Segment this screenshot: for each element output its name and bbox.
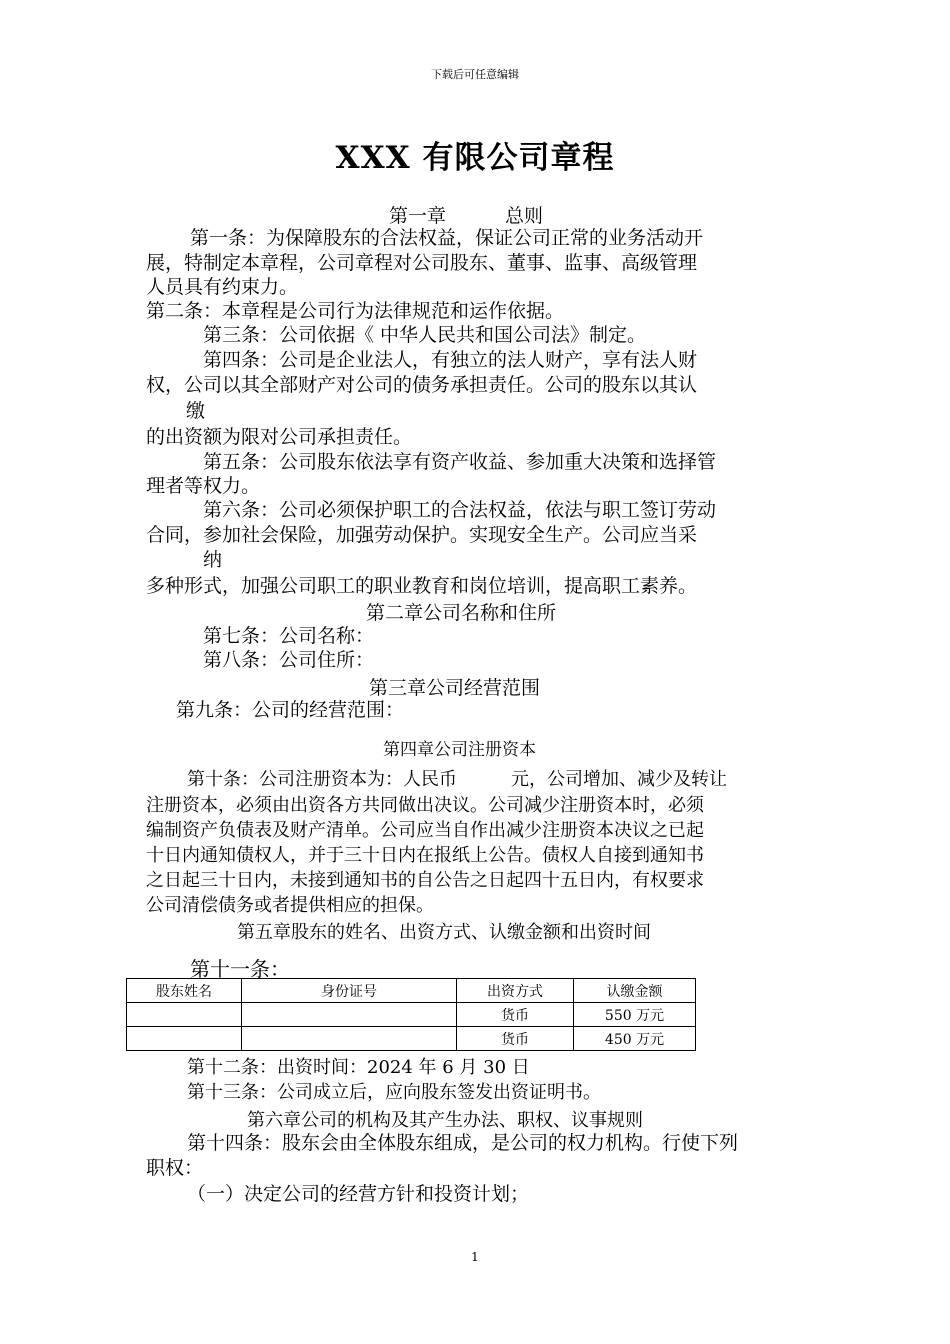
article-4-line-3: 缴 — [186, 400, 206, 422]
article-1-line-1: 第一条：为保障股东的合法权益，保证公司正常的业务活动开 — [190, 227, 704, 249]
article-14-line-1: 第十四条：股东会由全体股东组成，是公司的权力机构。行使下列 — [187, 1132, 739, 1154]
article-10-line-2: 注册资本，必须由出资各方共同做出决议。公司减少注册资本时，必须 — [146, 795, 704, 816]
chapter-4-heading: 第四章公司注册资本 — [383, 740, 536, 760]
shareholder-table — [126, 978, 696, 1051]
item-1: （一）决定公司的经营方针和投资计划； — [187, 1183, 530, 1205]
article-6-line-3: 纳 — [203, 549, 223, 571]
article-9: 第九条：公司的经营范围： — [176, 699, 405, 721]
article-3: 第三条：公司依据《 中华人民共和国公司法》制定。 — [203, 324, 647, 346]
article-1-line-3: 人员具有约束力。 — [146, 276, 299, 298]
table-row — [127, 1027, 696, 1051]
article-10-line-5: 之日起三十日内，未接到通知书的自公告之日起四十五日内，有权要求 — [146, 870, 704, 891]
article-1-line-2: 展，特制定本章程，公司章程对公司股东、董事、监事、高级管理 — [146, 252, 698, 274]
article-2: 第二条：本章程是公司行为法律规范和运作依据。 — [146, 300, 565, 322]
article-6-line-1: 第六条：公司必须保护职工的合法权益，依法与职工签订劳动 — [203, 499, 717, 521]
article-8: 第八条：公司住所： — [203, 649, 375, 671]
cell-amount: 550 万元 — [574, 1003, 696, 1027]
cell-id — [242, 1027, 457, 1051]
page-header-note: 下载后可任意编辑 — [431, 68, 519, 81]
cell-id — [242, 1003, 457, 1027]
article-10-line-4: 十日内通知债权人，并于三十日内在报纸上公告。债权人自接到通知书 — [146, 845, 704, 866]
article-10-line-1: 第十条：公司注册资本为：人民币 元，公司增加、减少及转让 — [187, 769, 727, 790]
article-13: 第十三条：公司成立后，应向股东签发出资证明书。 — [187, 1082, 601, 1103]
column-header-amount: 认缴金额 — [574, 979, 696, 1003]
article-11: 第十一条： — [190, 957, 290, 981]
table-row — [127, 1003, 696, 1027]
article-5-line-1: 第五条：公司股东依法享有资产收益、参加重大决策和选择管 — [203, 451, 717, 473]
page-number: 1 — [471, 1250, 479, 1264]
chapter-1-heading-general: 总则 — [505, 205, 544, 227]
article-5-line-2: 理者等权力。 — [146, 475, 261, 497]
article-4-line-2: 权，公司以其全部财产对公司的债务承担责任。公司的股东以其认 — [146, 374, 698, 396]
column-header-id: 身份证号 — [242, 979, 457, 1003]
cell-name — [127, 1027, 242, 1051]
cell-name — [127, 1003, 242, 1027]
cell-amount: 450 万元 — [574, 1027, 696, 1051]
article-14-line-2: 职权： — [146, 1157, 204, 1179]
article-4-line-1: 第四条：公司是企业法人，有独立的法人财产，享有法人财 — [203, 349, 698, 371]
chapter-3-heading: 第三章公司经营范围 — [369, 677, 541, 699]
cell-method: 货币 — [457, 1027, 574, 1051]
document-title: XXX 有限公司章程 — [335, 140, 615, 176]
article-10-line-6: 公司清偿债务或者提供相应的担保。 — [146, 895, 434, 916]
article-4-line-4: 的出资额为限对公司承担责任。 — [146, 426, 413, 448]
article-12: 第十二条：出资时间：2024 年 6 月 30 日 — [187, 1057, 530, 1078]
cell-method: 货币 — [457, 1003, 574, 1027]
chapter-5-heading: 第五章股东的姓名、出资方式、认缴金额和出资时间 — [237, 922, 651, 943]
column-header-method: 出资方式 — [457, 979, 574, 1003]
article-6-line-2: 合同，参加社会保险，加强劳动保护。实现安全生产。公司应当采 — [146, 524, 698, 546]
article-10-line-3: 编制资产负债表及财产清单。公司应当自作出减少注册资本决议之已起 — [146, 820, 704, 841]
column-header-name: 股东姓名 — [127, 979, 242, 1003]
chapter-2-heading: 第二章公司名称和住所 — [366, 602, 557, 624]
article-6-line-4: 多种形式，加强公司职工的职业教育和岗位培训，提高职工素养。 — [146, 575, 698, 597]
table-header-row — [127, 979, 696, 1003]
chapter-1-heading: 第一章 — [389, 205, 447, 227]
article-7: 第七条：公司名称： — [203, 625, 375, 647]
chapter-6-heading: 第六章公司的机构及其产生办法、职权、议事规则 — [247, 1110, 643, 1131]
